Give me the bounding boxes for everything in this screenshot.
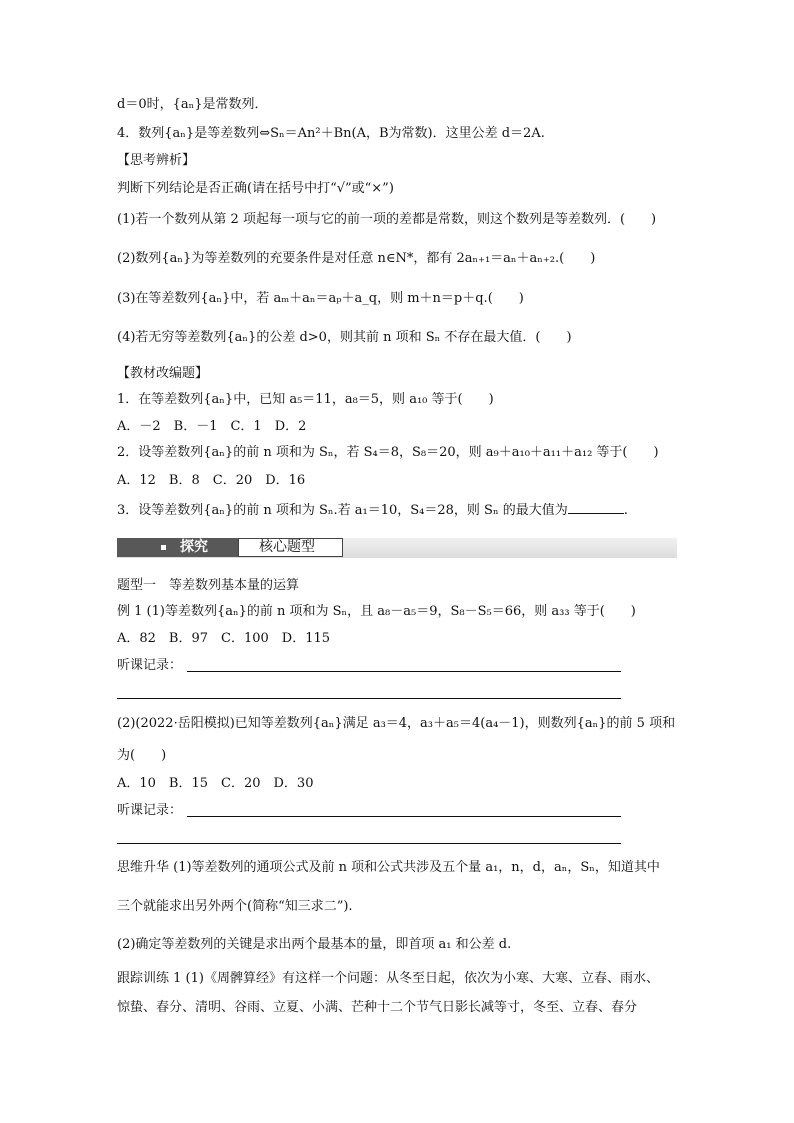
text-line: 4．数列{aₙ}是等差数列⇔Sₙ＝An²＋Bn(A，B为常数)．这里公差 d＝2A. bbox=[117, 126, 545, 141]
heading: 【教材改编题】 bbox=[117, 366, 209, 381]
summary: 思维升华 (1)等差数列的通项公式及前 n 项和公式共涉及五个量 a₁，n，d，aₙ，Sₙ，知道其中 bbox=[117, 860, 660, 875]
answer-blank[interactable] bbox=[568, 501, 624, 514]
notes-label: 听课记录： bbox=[117, 658, 183, 673]
section-title: 核心题型 bbox=[259, 539, 315, 555]
example: (2)(2022·岳阳模拟)已知等差数列{aₙ}满足 a₃＝4，a₃＋a₅＝4(a₄－1)，则数列{aₙ}的前 5 项和 bbox=[117, 716, 676, 731]
exercise: 惊蛰、春分、清明、谷雨、立夏、小满、芒种十二个节气日影长减等寸，冬至、立春、春分 bbox=[117, 1000, 638, 1015]
exercise: 跟踪训练 1 (1)《周髀算经》有这样一个问题：从冬至日起，依次为小寒、大寒、立春、雨水、 bbox=[117, 971, 659, 986]
section-header-left bbox=[117, 538, 238, 557]
text-line: d＝0时，{aₙ}是常数列． bbox=[117, 97, 268, 112]
question: (3)在等差数列{aₙ}中，若 aₘ＋aₙ＝aₚ＋a_q，则 m＋n＝p＋q.( ) bbox=[117, 291, 524, 306]
summary: (2)确定等差数列的关键是求出两个最基本的量，即首项 a₁ 和公差 d. bbox=[117, 937, 512, 952]
question: (2)数列{aₙ}为等差数列的充要条件是对任意 n∈N*，都有 2aₙ₊₁＝aₙ＋aₙ₊₂.( ) bbox=[117, 251, 596, 266]
heading: 【思考辨析】 bbox=[117, 153, 196, 168]
question: 1．在等差数列{aₙ}中，已知 a₅＝11，a₈＝5，则 a₁₀ 等于( ) bbox=[117, 392, 494, 407]
summary: 三个就能求出另外两个(简称“知三求二”). bbox=[117, 899, 353, 914]
question: 2．设等差数列{aₙ}的前 n 项和为 Sₙ，若 S₄＝8，S₈＝20，则 a₉＋a₁₀＋a₁₁＋a₁₂ 等于( ) bbox=[117, 445, 659, 460]
question: (4)若无穷等差数列{aₙ}的公差 d>0，则其前 n 项和 Sₙ 不存在最大值．( ) bbox=[117, 330, 572, 345]
options: A．82 B．97 C．100 D．115 bbox=[117, 631, 331, 646]
square-bullet-icon bbox=[161, 545, 166, 550]
text-line: 判断下列结论是否正确(请在括号中打“√”或“×”) bbox=[117, 181, 394, 196]
topic-title: 题型一 等差数列基本量的运算 bbox=[117, 578, 300, 593]
period: . bbox=[623, 503, 628, 518]
question bbox=[117, 501, 628, 519]
section-header-right bbox=[238, 538, 343, 557]
question-text: 3．设等差数列{aₙ}的前 n 项和为 Sₙ.若 a₁＝10，S₄＝28，则 Sₙ 的最大值为 bbox=[117, 503, 568, 518]
notes-label: 听课记录： bbox=[117, 803, 183, 818]
notes-line[interactable] bbox=[187, 816, 621, 817]
section-label: 探究 bbox=[180, 539, 208, 555]
notes-line[interactable] bbox=[117, 843, 621, 844]
options: A．10 B．15 C．20 D．30 bbox=[117, 776, 314, 791]
options: A．12 B．8 C．20 D．16 bbox=[117, 473, 306, 488]
example: 为( ) bbox=[117, 748, 167, 763]
notes-line[interactable] bbox=[117, 698, 621, 699]
options: A．－2 B．－1 C．1 D．2 bbox=[117, 419, 307, 434]
example: 例 1 (1)等差数列{aₙ}的前 n 项和为 Sₙ，且 a₈－a₅＝9，S₈－S₅＝66，则 a₃₃ 等于( ) bbox=[117, 604, 636, 619]
question: (1)若一个数列从第 2 项起每一项与它的前一项的差都是常数，则这个数列是等差数列．( ) bbox=[117, 212, 657, 227]
notes-line[interactable] bbox=[187, 671, 621, 672]
